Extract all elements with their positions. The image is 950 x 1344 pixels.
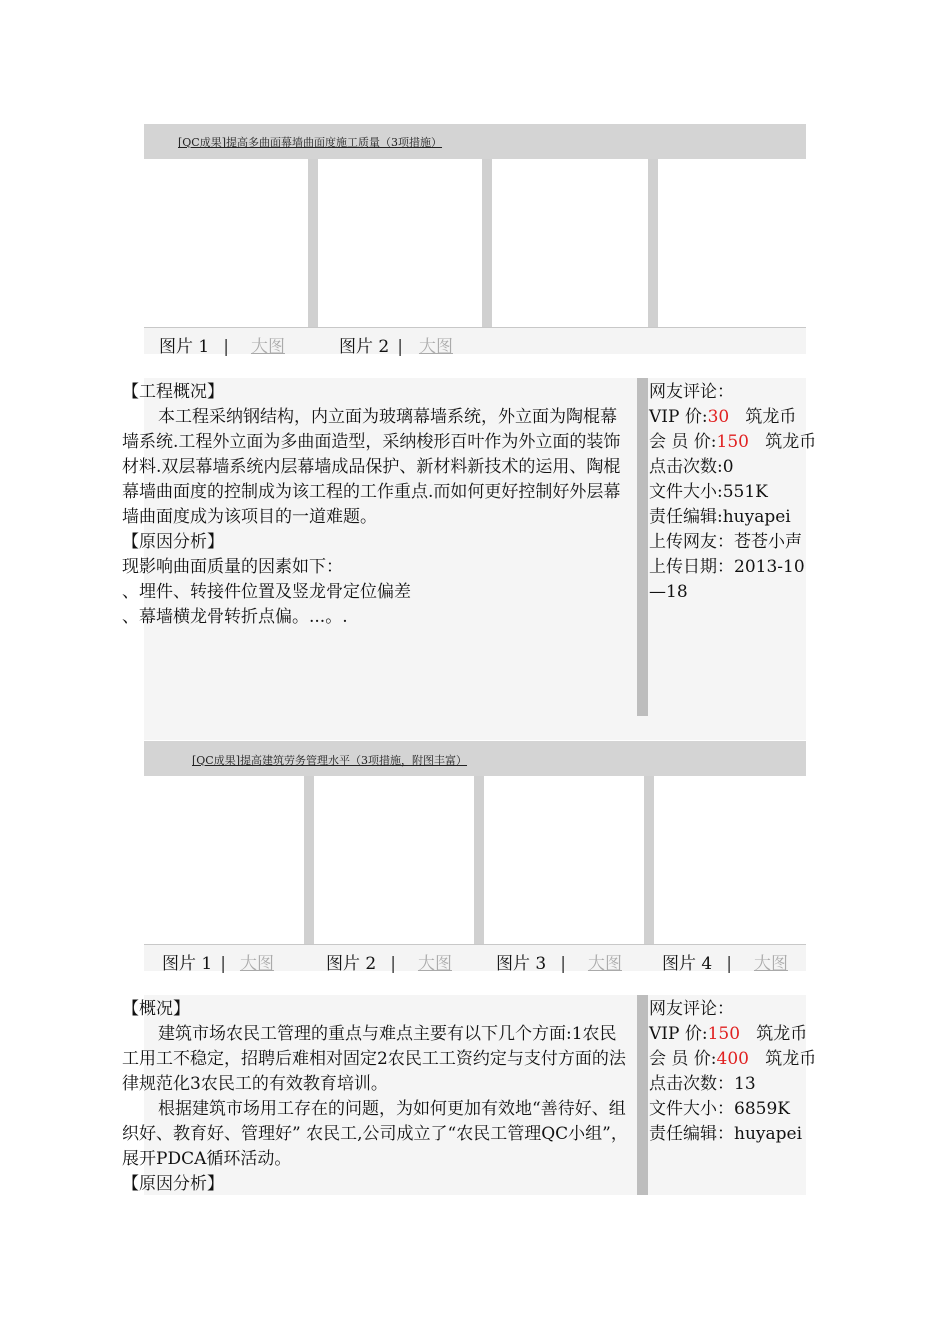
file-size: 文件大小：6859K [649,1099,790,1119]
item1-thumb-2 [339,332,453,357]
currency-unit: 筑龙币 [765,432,817,452]
item2-divider [474,776,484,971]
thumb-label: 图片 1 [159,337,210,357]
item2-description [122,997,632,1197]
item2-gallery [144,776,806,974]
item1-title-link[interactable]: [QC成果]提高多曲面幕墙曲面度施工质量（3项措施） [178,136,443,149]
item1-title-bar [144,124,806,159]
thumb-separator: | [220,954,226,974]
section-heading: 【工程概况】 [122,382,224,402]
item2-image-1[interactable] [144,776,304,944]
vip-price [649,1022,819,1047]
item1-side-divider [637,378,648,716]
analysis-line: 现影响曲面质量的因素如下： [122,557,343,577]
thumb-label: 图片 2 [326,954,377,974]
upload-date: 上传日期：2013-10—18 [649,557,805,602]
item2-divider [644,776,654,971]
item1-divider [308,159,318,354]
item2-divider [304,776,314,971]
item2-title-link[interactable]: [QC成果]提高建筑劳务管理水平（3项措施，附图丰富） [192,754,468,767]
item1-thumb-1 [159,332,285,357]
item1-image-2[interactable] [318,159,482,327]
thumb-separator: | [223,337,229,357]
enlarge-link[interactable]: 大图 [417,954,452,974]
item1-description [122,380,632,630]
item2-thumb-2 [326,949,452,974]
member-price-value: 400 [716,1049,749,1069]
section-heading: 【概况】 [122,999,190,1019]
item1-thumb-row [144,327,806,357]
click-count: 点击次数:0 [649,457,734,477]
click-count: 点击次数：13 [649,1074,756,1094]
vip-price-label: VIP 价: [649,1024,708,1044]
analysis-line: 、幕墙横龙骨转折点偏。...。. [122,607,348,627]
item2-thumb-row [144,944,806,974]
vip-price-value: 30 [707,407,730,427]
section-heading: 【原因分析】 [122,532,224,552]
overview-paragraph: 本工程采纳钢结构，内立面为玻璃幕墙系统，外立面为陶棍幕墙系统.工程外立面为多曲面造型，采纳梭形百叶作为外立面的装饰材料.双层幕墙系统内层幕墙成品保护、新材料新技术的运用、陶棍幕墙曲面度的控制成为该工程的工作重点.而如何更好控制好外层幕墙曲面度成为该项目的一道难题。 [122,407,621,527]
item1-image-4[interactable] [658,159,806,327]
member-price-label: 会 员 价: [649,1049,717,1069]
enlarge-link[interactable]: 大图 [587,954,622,974]
item1-divider [648,159,658,354]
item2-image-4[interactable] [654,776,806,944]
enlarge-link[interactable]: 大图 [753,954,788,974]
item2-thumb-3 [496,949,622,974]
enlarge-link[interactable]: 大图 [418,337,453,357]
item2-title-bar [144,741,806,776]
vip-price-value: 150 [707,1024,741,1044]
thumb-separator: | [726,954,732,974]
item2-image-2[interactable] [314,776,474,944]
comments-link[interactable]: 网友评论： [649,382,734,402]
item2-side-divider [637,995,648,1195]
thumb-separator: | [560,954,566,974]
currency-unit: 筑龙币 [756,1024,808,1044]
file-size: 文件大小:551K [649,482,768,502]
thumb-label: 图片 4 [662,954,713,974]
item1-image-1[interactable] [144,159,308,327]
member-price [649,430,824,455]
uploader: 上传网友：苍苍小声 [649,532,802,552]
item2-info-panel [649,997,819,1147]
vip-price [649,405,824,430]
thumb-label: 图片 3 [496,954,547,974]
enlarge-link[interactable]: 大图 [250,337,285,357]
thumb-label: 图片 1 [162,954,213,974]
analysis-line: 、埋件、转接件位置及竖龙骨定位偏差 [122,582,411,602]
overview-paragraph: 建筑市场农民工管理的重点与难点主要有以下几个方面:1农民工用工不稳定，招聘后难相对固定2农民工工资约定与支付方面的法律规范化3农民工的有效教育培训。 [122,1024,626,1094]
thumb-separator: | [390,954,396,974]
item2-thumb-4 [662,949,788,974]
overview-paragraph: 根据建筑市场用工存在的问题，为如何更加有效地“善待好、组织好、教育好、管理好” 农民工,公司成立了“农民工管理QC小组”，展开PDCA循环活动。 [122,1099,628,1169]
thumb-label: 图片 2 [339,337,390,357]
editor: 责任编辑:huyapei [649,507,791,527]
comments-link[interactable]: 网友评论： [649,999,734,1019]
currency-unit: 筑龙币 [745,407,797,427]
item1-divider [482,159,492,354]
item2-image-3[interactable] [484,776,644,944]
item1-gallery [144,159,806,357]
vip-price-label: VIP 价: [649,407,708,427]
item1-info-panel [649,380,824,605]
member-price-label: 会 员 价: [649,432,717,452]
member-price [649,1047,819,1072]
member-price-value: 150 [716,432,749,452]
item2-thumb-1 [162,949,274,974]
item1-image-3[interactable] [492,159,648,327]
thumb-separator: | [397,337,403,357]
currency-unit: 筑龙币 [765,1049,817,1069]
enlarge-link[interactable]: 大图 [239,954,274,974]
section-heading: 【原因分析】 [122,1174,224,1194]
editor: 责任编辑：huyapei [649,1124,803,1144]
